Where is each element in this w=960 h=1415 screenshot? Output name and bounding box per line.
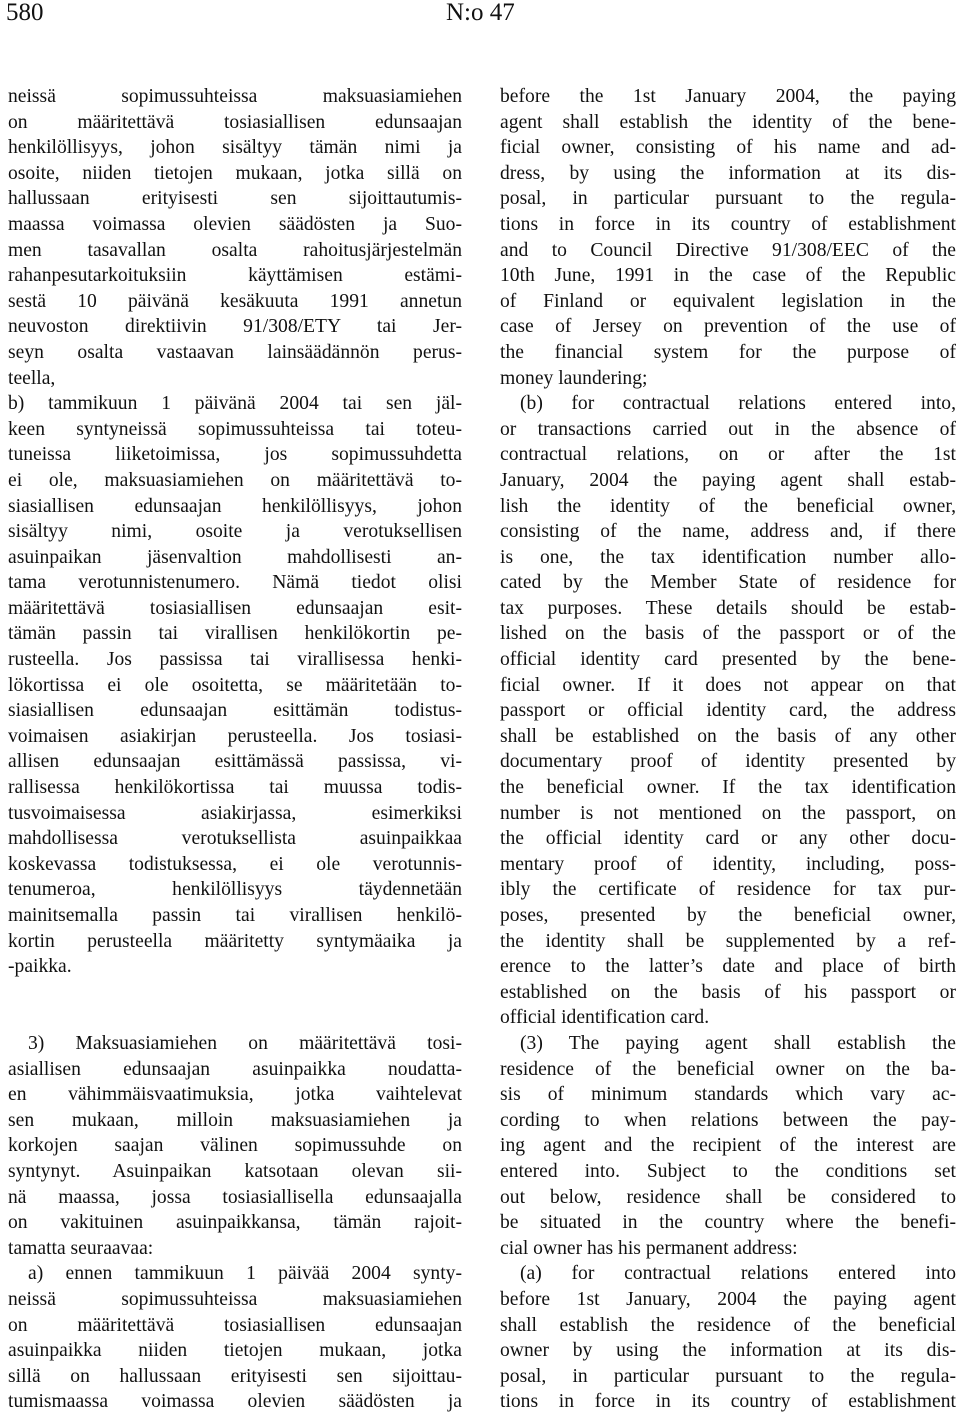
text-line: residence of the beneficial owner on the ba-: [500, 1058, 956, 1080]
text-line: kortin perusteella määritetty syntymäaika ja: [8, 930, 462, 952]
text-line: of Finland or equivalent legislation in the: [500, 290, 956, 312]
text-line: shall be established on the basis of any other: [500, 725, 956, 747]
text-line: tenumeroa, henkilöllisyys täydennetään: [8, 879, 462, 901]
text-line: lökortissa ei ole osoitetta, se määritetään to-: [8, 674, 462, 696]
text-line: neissä sopimussuhteissa maksuasiamiehen: [8, 1288, 462, 1310]
text-line: on määritettävä tosiasiallisen edunsaajan: [8, 1314, 462, 1336]
text-line: neissä sopimussuhteissa maksuasiamiehen: [8, 86, 462, 107]
finnish-text-column: [8, 84, 462, 1415]
text-line: tions in force in its country of establishment: [500, 1391, 956, 1413]
text-line: seyn osalta vastaavan lainsäädännön perus-: [8, 341, 462, 363]
text-line: agent shall establish the identity of the bene-: [500, 111, 956, 133]
text-line: sestä 10 päivänä kesäkuuta 1991 annetun: [8, 290, 462, 312]
text-line: ing agent and the recipient of the interest are: [500, 1135, 956, 1157]
text-line: ibly the certificate of residence for tax pur-: [500, 879, 956, 901]
text-line: tuneissa liiketoimissa, jos sopimussuhdetta: [8, 444, 462, 466]
text-line: entered into. Subject to the conditions set: [500, 1160, 956, 1182]
text-line: January, 2004 the paying agent shall estab-: [500, 469, 956, 491]
text-line: posal, in particular pursuant to the regula-: [500, 188, 956, 210]
text-line: asuinpaikan jäsenvaltion mahdollisesti an-: [8, 546, 462, 568]
text-line: erence to the latter’s date and place of birth: [500, 956, 956, 978]
text-line: neuvoston direktiivin 91/308/ETY tai Jer-: [8, 316, 462, 338]
text-line: voimaisen asiakirjan perusteella. Jos tosiasi-: [8, 725, 462, 747]
text-line: lish the identity of the beneficial owner,: [500, 495, 956, 517]
text-line: (3) The paying agent shall establish the: [520, 1032, 956, 1054]
english-text-column: [500, 84, 956, 1415]
text-line: poses, presented by the beneficial owner,: [500, 905, 956, 926]
text-line: (b) for contractual relations entered into,: [520, 393, 956, 415]
text-line: b) tammikuun 1 päivänä 2004 tai sen jäl-: [8, 393, 462, 415]
text-line: contractual relations, on or after the 1st: [500, 444, 956, 466]
text-line: hallussaan erityisesti sen sijoittautumis-: [8, 188, 462, 210]
text-line: 10th June, 1991 in the case of the Republic: [500, 265, 956, 287]
text-line: rusteella. Jos passissa tai virallisessa henki-: [8, 649, 462, 671]
text-line: tumismaassa voimassa olevien säädösten ja: [8, 1391, 462, 1413]
page-number: 580: [6, 0, 44, 26]
text-line: cial owner has his permanent address:: [500, 1237, 798, 1259]
text-line: out below, residence shall be considered to: [500, 1186, 956, 1208]
text-line: official identity card presented by the bene-: [500, 649, 956, 671]
text-line: shall establish the residence of the beneficial: [500, 1314, 956, 1336]
text-line: lished on the basis of the passport or of the: [500, 623, 956, 645]
text-line: allisen edunsaajan esittämässä passissa, vi-: [8, 751, 462, 773]
text-line: sisältyy nimi, osoite ja verotuksellisen: [8, 521, 462, 543]
text-line: before the 1st January 2004, the paying: [500, 86, 956, 107]
text-line: money laundering;: [500, 367, 648, 389]
text-line: or transactions carried out in the absence of: [500, 418, 956, 440]
text-line: syntynyt. Asuinpaikan katsotaan olevan sii-: [8, 1160, 462, 1182]
text-line: on määritettävä tosiasiallisen edunsaajan: [8, 111, 462, 133]
text-line: consisting of the name, address and, if there: [500, 521, 956, 543]
text-line: 3) Maksuasiamiehen on määritettävä tosi-: [28, 1032, 462, 1054]
text-line: dress, by using the information at its dis-: [500, 162, 956, 184]
text-line: ficial owner. If it does not appear on that: [500, 674, 956, 696]
text-line: sen mukaan, milloin maksuasiamiehen ja: [8, 1109, 462, 1131]
text-line: asiallisen edunsaajan asuinpaikka noudatta-: [8, 1058, 462, 1080]
text-line: en vähimmäisvaatimuksia, jotka vaihtelevat: [8, 1084, 462, 1106]
issue-number: N:o 47: [446, 0, 515, 26]
text-line: men tasavallan osalta rahoitusjärjestelmän: [8, 239, 462, 261]
text-line: rahanpesutarkoituksiin käyttämisen estämi-: [8, 265, 462, 287]
text-line: maassa voimassa olevien säädösten ja Suo-: [8, 213, 462, 235]
text-line: mentary proof of identity, including, poss-: [500, 853, 956, 875]
text-line: tax purposes. These details should be estab-: [500, 597, 956, 619]
text-line: henkilöllisyys, johon sisältyy tämän nimi ja: [8, 137, 462, 159]
text-line: tusvoimaisessa asiakirjassa, esimerkiksi: [8, 802, 462, 824]
text-line: -paikka.: [8, 956, 72, 978]
text-line: official identification card.: [500, 1007, 710, 1029]
text-line: and to Council Directive 91/308/EEC of the: [500, 239, 956, 261]
text-line: the identity shall be supplemented by a ref-: [500, 930, 956, 952]
text-line: the beneficial owner. If the tax identification: [500, 777, 956, 799]
text-line: on vakituinen asuinpaikkansa, tämän rajoit-: [8, 1212, 462, 1234]
text-line: mahdollisessa verotuksellista asuinpaikkaa: [8, 828, 462, 850]
text-line: posal, in particular pursuant to the regula-: [500, 1365, 956, 1387]
text-line: keen syntyneissä sopimussuhteissa tai toteu-: [8, 418, 462, 440]
text-line: established on the basis of his passport or: [500, 981, 956, 1003]
text-line: number is not mentioned on the passport, on: [500, 802, 956, 824]
text-line: passport or official identity card, the address: [500, 700, 956, 722]
text-line: korkojen saajan välinen sopimussuhde on: [8, 1135, 462, 1157]
text-line: documentary proof of identity presented by: [500, 751, 956, 773]
text-line: tions in force in its country of establishment: [500, 213, 956, 235]
text-line: ei ole, maksuasiamiehen on määritettävä to-: [8, 469, 462, 491]
text-line: the financial system for the purpose of: [500, 341, 956, 363]
text-line: be situated in the country where the benefi-: [500, 1212, 956, 1234]
text-line: (a) for contractual relations entered into: [520, 1263, 956, 1285]
text-line: siasiallisen edunsaajan henkilöllisyys, johon: [8, 495, 462, 517]
text-line: teella,: [8, 367, 56, 389]
text-line: nä maassa, jossa tosiasiallisella edunsaajalla: [8, 1186, 462, 1208]
text-line: asuinpaikka niiden tietojen mukaan, jotka: [8, 1340, 462, 1362]
text-line: is one, the tax identification number allo-: [500, 546, 956, 568]
text-line: määritettävä tosiasiallisen edunsaajan esit-: [8, 597, 462, 619]
text-line: before 1st January, 2004 the paying agent: [500, 1288, 956, 1310]
text-line: sillä on hallussaan erityisesti sen sijoittau-: [8, 1365, 462, 1387]
text-line: sis of minimum standards which vary ac-: [500, 1084, 956, 1106]
text-line: mainitsemalla passin tai virallisen henkilö-: [8, 905, 462, 926]
text-line: tama verotunnistenumero. Nämä tiedot olisi: [8, 572, 462, 594]
text-line: tämän passin tai virallisen henkilökortin pe-: [8, 623, 462, 645]
text-line: owner by using the information at its dis-: [500, 1340, 956, 1362]
text-line: case of Jersey on prevention of the use of: [500, 316, 956, 338]
text-line: ficial owner, consisting of his name and ad-: [500, 137, 956, 159]
text-line: cording to when relations between the pay-: [500, 1109, 956, 1131]
text-line: siasiallisen edunsaajan esittämän todistus-: [8, 700, 462, 722]
paragraph-gap: [8, 980, 462, 1031]
text-line: tamatta seuraavaa:: [8, 1237, 154, 1259]
text-line: a) ennen tammikuun 1 päivää 2004 synty-: [28, 1263, 462, 1285]
text-line: the official identity card or any other docu-: [500, 828, 956, 850]
text-line: cated by the Member State of residence for: [500, 572, 956, 594]
text-line: koskevassa todistuksessa, ei ole verotunnis-: [8, 853, 462, 875]
text-line: rallisessa henkilökortissa tai muussa todis-: [8, 777, 462, 799]
text-line: osoite, niiden tietojen mukaan, jotka sillä on: [8, 162, 462, 184]
